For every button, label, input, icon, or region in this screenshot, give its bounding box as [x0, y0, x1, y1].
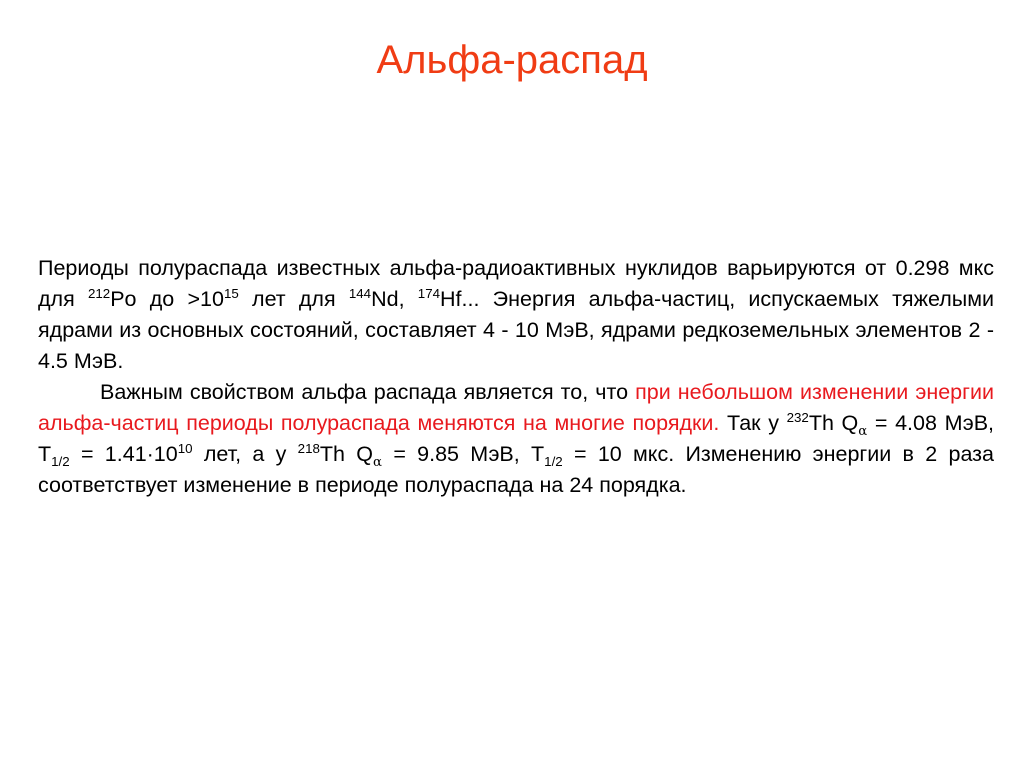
exponent-10: 10 — [177, 441, 193, 457]
text-segment: до >10 — [136, 287, 224, 311]
th232-symbol: Th Q — [808, 411, 859, 435]
th218-mass-number: 218 — [297, 441, 320, 457]
nd-symbol: Nd — [371, 287, 399, 311]
text-segment: , — [398, 287, 418, 311]
hf-mass-number: 174 — [417, 286, 441, 302]
po-symbol: Po — [110, 287, 137, 311]
th232-mass-number: 232 — [786, 410, 809, 426]
hf-symbol: Hf... — [440, 287, 480, 311]
text-segment: лет, а у — [192, 442, 298, 466]
slide-body — [38, 253, 994, 501]
alpha-subscript: α — [373, 454, 383, 470]
nd-mass-number: 144 — [348, 286, 372, 302]
half-life-subscript: 1/2 — [51, 453, 70, 469]
text-segment: = 9.85 МэВ, T — [382, 442, 545, 466]
text-segment: = 10 мкс. Изменению энергии в 2 раза соответствует изменение в периоде полураспада на 24 порядка. — [38, 442, 994, 497]
text-segment: = 4.08 МэВ, T — [38, 411, 995, 466]
po-mass-number: 212 — [87, 286, 111, 302]
highlighted-statement: при небольшом изменении энергии альфа-частиц периоды полураспада меняются на многие порядки. — [38, 380, 994, 435]
text-segment: Важным свойством альфа распада является то, что — [100, 380, 636, 404]
half-life-subscript: 1/2 — [544, 453, 563, 469]
text-segment: = 1.41·10 — [69, 442, 178, 466]
text-segment: Энергия альфа-частиц, испускаемых тяжелыми ядрами из основных состояний, составляет 4 - 10 МэВ, ядрами редкоземельных элементов 2 - 4.5 МэВ. — [38, 287, 994, 373]
paragraph-half-life-range — [38, 253, 994, 377]
exponent-15: 15 — [223, 286, 239, 302]
slide-title: Альфа-распад — [376, 38, 648, 82]
alpha-subscript: α — [858, 423, 868, 439]
paragraph-energy-dependence — [38, 377, 994, 501]
text-segment: лет для — [238, 287, 349, 311]
th218-symbol: Th Q — [319, 442, 374, 466]
text-segment: Так у — [719, 411, 787, 435]
text-segment: Периоды полураспада известных альфа-радиоактивных нуклидов варьируются от 0.298 мкс для — [38, 256, 994, 311]
